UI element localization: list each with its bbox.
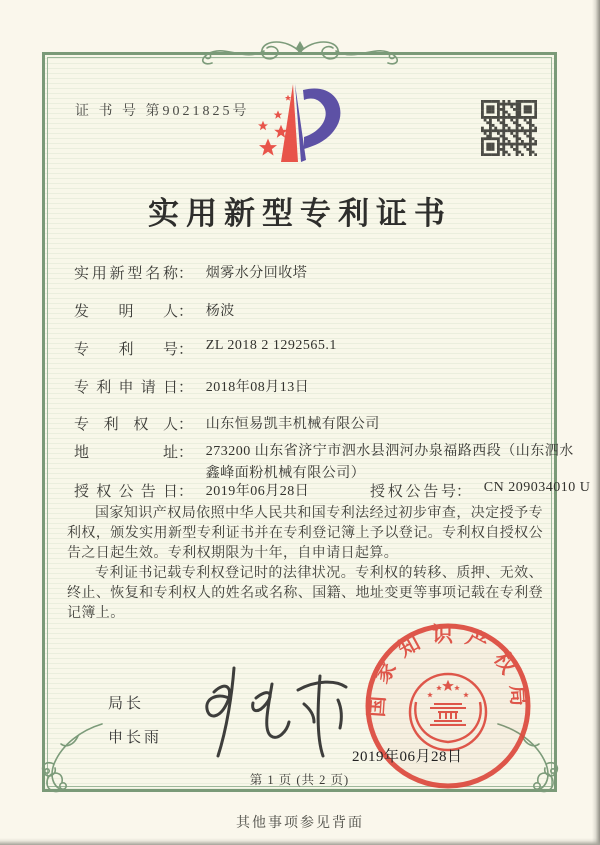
director-signature [192,662,350,766]
address-colon: ： [178,445,194,461]
field-row-patentee [74,413,380,434]
director-name: 申长雨 [108,730,163,746]
patentee-colon: ： [178,417,194,433]
body-paragraph-1: 国家知识产权局依照中华人民共和国专利法经过初步审查，决定授予专利权，颁发实用新型专利证书并在专利登记簿上予以登记。专利权自授权公告之日起生效。专利权期限为十年，自申请日起算。 [67,506,543,561]
inventor-label: 发明人 [74,304,178,320]
address-label: 地址 [74,445,178,461]
logo-spire [281,84,298,162]
field-row-inventor [74,300,235,321]
patent-no-value: ZL 2018 2 1292565.1 [205,338,337,353]
field-row-patent-no [74,338,337,359]
patentee-value: 山东恒易凯丰机械有限公司 [205,417,380,432]
filing-date-colon: ： [178,380,194,396]
grant-date-label: 授权公告日 [74,484,178,500]
filing-date-label: 专利申请日 [74,380,178,396]
corner-flourish-bottom-left [36,720,108,796]
logo-p-bowl [303,89,340,149]
page-indicator: 第 1 页 (共 2 页) [249,773,350,787]
certificate-number: 证 书 号 第9021825号 [75,104,250,119]
grant-no-value: CN 209034010 U [483,480,591,495]
patent-no-colon: ： [178,342,194,358]
grant-date-colon: ： [178,484,194,500]
name-value: 烟雾水分回收塔 [205,266,308,281]
field-row-name [74,262,307,283]
scan-edge-right [592,0,600,845]
field-row-grant [74,480,309,501]
scan-edge-bottom [0,838,600,845]
inventor-colon: ： [178,304,194,320]
director-title: 局长 [108,696,145,712]
seal-date: 2019年06月28日 [352,749,463,765]
seal-arc-text: 国家知识产权局 [364,622,532,718]
address-value: 273200 山东省济宁市泗水县泗河办泉福路西段（山东泗水鑫峰面粉机械有限公司） [205,444,574,481]
back-note: 其他事项参见背面 [236,816,364,831]
patentee-label: 专利权人 [74,417,178,433]
filing-date-value: 2018年08月13日 [205,380,310,395]
patent-no-label: 专利号 [74,342,178,358]
qr-code [481,100,537,156]
body-paragraph-2: 专利证书记载专利权登记时的法律状况。专利权的转移、质押、无效、终止、恢复和专利权人的姓名或名称、国籍、地址变更等事项记载在专利登记簿上。 [67,566,543,621]
certificate-body [67,504,543,624]
grant-no-label: 授权公告号 [370,484,456,500]
border-ornament-top [160,36,440,68]
official-seal [360,618,536,794]
name-label: 实用新型名称 [74,266,178,282]
field-row-address [74,441,574,485]
field-row-grant-no [370,480,590,501]
field-row-filing-date [74,376,309,397]
grant-no-colon: ： [456,484,472,500]
grant-date-value: 2019年06月28日 [205,484,310,499]
name-colon: ： [178,266,194,282]
inventor-value: 杨波 [205,304,235,319]
cnipa-logo [251,82,347,166]
certificate-title: 实用新型专利证书 [148,196,452,231]
